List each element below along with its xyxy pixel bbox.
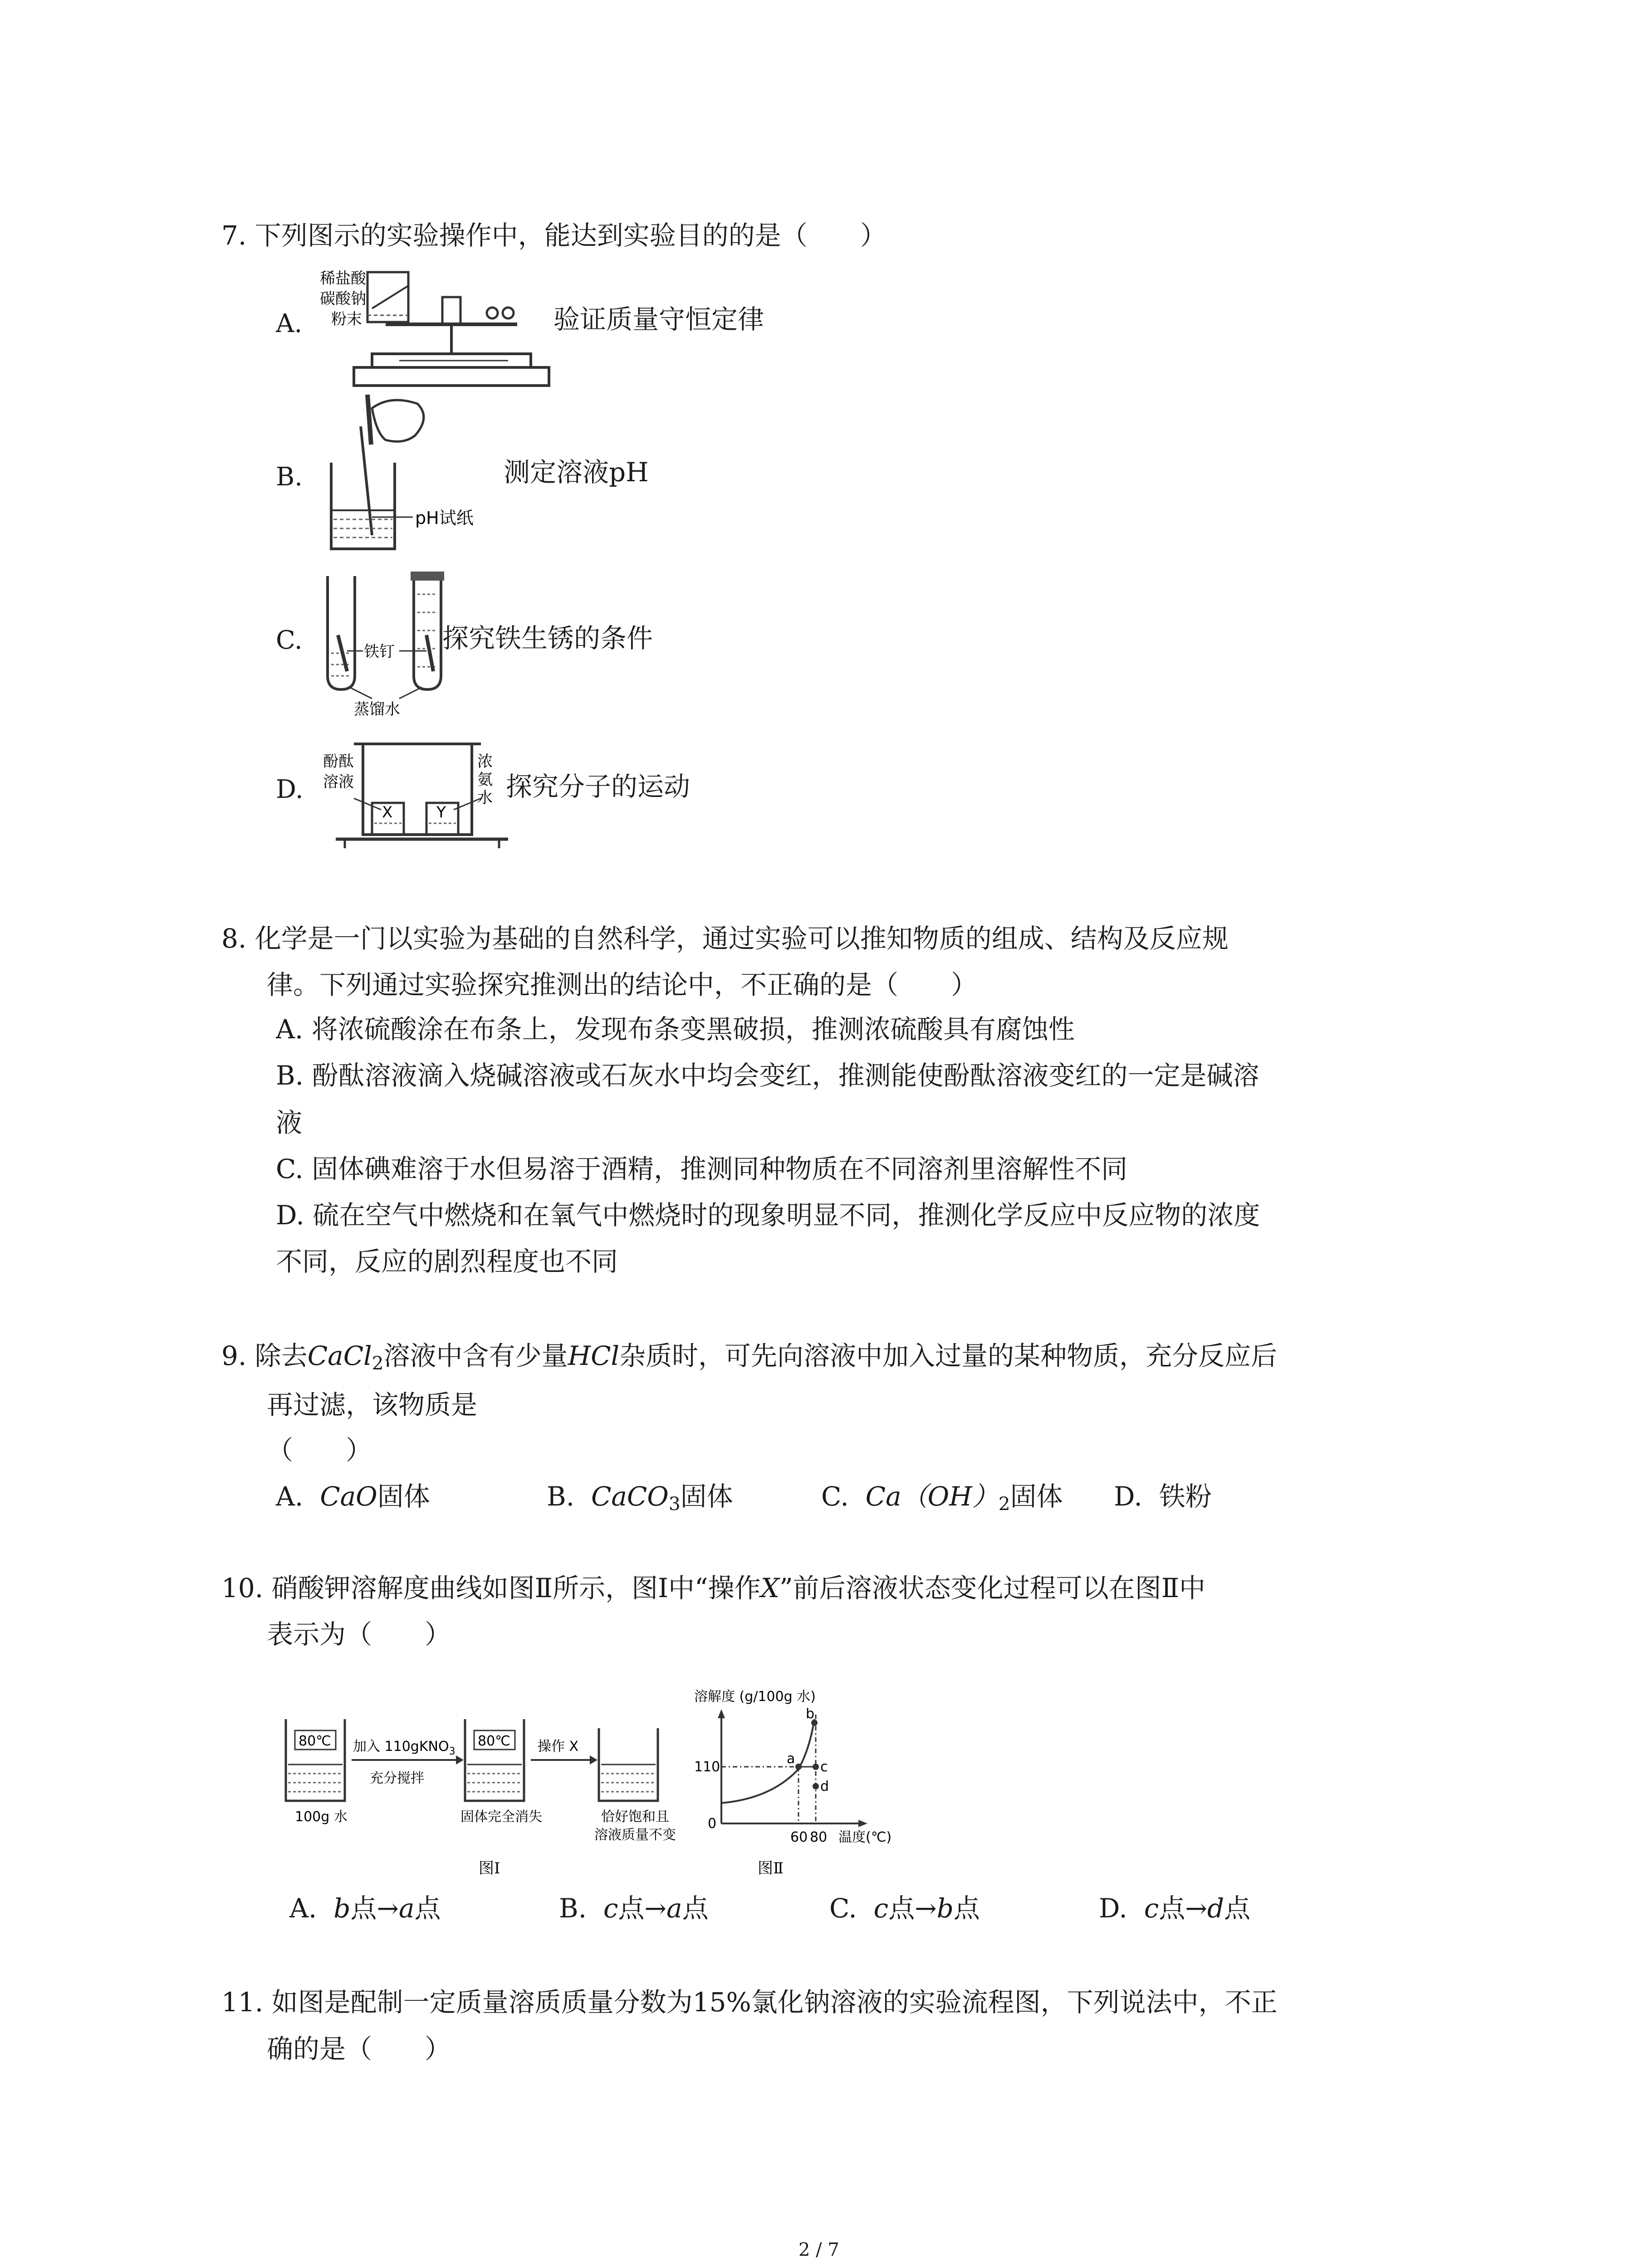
q10-option-d-arrow: 点→ — [1159, 1893, 1207, 1924]
fig2-ytick-110: 110 — [694, 1759, 720, 1775]
q8-option-b-line1: B. 酚酞溶液滴入烧碱溶液或石灰水中均会变红，推测能使酚酞溶液变红的一定是碱溶 — [276, 1060, 1259, 1091]
label-conc: 浓 — [477, 753, 493, 771]
q9-option-b — [547, 1483, 733, 1513]
q9-option-d-text: 铁粉 — [1159, 1481, 1212, 1512]
q9-option-c-formula-a: Ca — [865, 1481, 901, 1512]
fig2-xlabel: 温度(℃) — [838, 1829, 892, 1845]
label-beaker-y: Y — [436, 803, 446, 821]
q10-option-a-end: 点 — [414, 1893, 441, 1924]
point-d-label: d — [820, 1779, 829, 1794]
q10-option-c-p1: c — [873, 1893, 889, 1924]
q10-option-b-label: B. — [559, 1893, 587, 1924]
q9-option-d-label: D. — [1114, 1481, 1142, 1512]
arrow-2-top: 操作 X — [538, 1739, 579, 1755]
beaker-2-label: 固体完全消失 — [460, 1809, 542, 1825]
q9-option-a-suffix: 固体 — [377, 1481, 430, 1512]
figure-1-caption: 图Ⅰ — [479, 1859, 500, 1877]
q9-stem-post: 杂质时，可先向溶液中加入过量的某种物质，充分反应后 — [619, 1340, 1278, 1371]
q8-stem-line1: 8. 化学是一门以实验为基础的自然科学，通过实验可以推知物质的组成、结构及反应规 — [221, 923, 1229, 954]
q9-option-b-sub: 3 — [668, 1493, 681, 1515]
q10-option-d — [1099, 1893, 1250, 1924]
q8-option-c: C. 固体碘难溶于水但易溶于酒精，推测同种物质在不同溶剂里溶解性不同 — [276, 1154, 1128, 1184]
q10-stem-line1 — [221, 1575, 1205, 1601]
q9-option-a-label: A. — [276, 1481, 304, 1512]
q7-option-a-label: A. — [276, 309, 303, 338]
q10-option-c-arrow: 点→ — [888, 1893, 937, 1924]
q9-formula-cacl2: CaCl — [307, 1340, 372, 1371]
q10-stem-b: ”前后溶液状态变化过程可以在图Ⅱ中 — [779, 1573, 1206, 1603]
beaker-2-temp: 80℃ — [478, 1733, 510, 1749]
beaker-1-temp: 80℃ — [299, 1733, 331, 1749]
q10-option-d-end: 点 — [1224, 1893, 1250, 1924]
q9-stem-mid: 溶液中含有少量 — [383, 1340, 568, 1371]
q9-option-d — [1114, 1483, 1212, 1510]
beaker-1 — [286, 1719, 348, 1825]
q10-option-b-p1: c — [603, 1893, 618, 1924]
label-beaker-x: X — [382, 803, 393, 821]
label-water: 水 — [477, 789, 493, 807]
arrow-1-top: 加入 110gKNO$_3$ — [353, 1739, 456, 1757]
q10-option-a-label: A. — [289, 1893, 317, 1924]
q9-option-c — [821, 1483, 1063, 1513]
q10-option-c-p2: b — [936, 1893, 954, 1924]
q8-stem-line2: 律。下列通过实验探究推测出的结论中，不正确的是（ ） — [267, 969, 978, 1000]
label-solution: 溶液 — [323, 773, 354, 791]
beaker-1-label: 100g 水 — [295, 1809, 348, 1825]
q10-stem-x: X — [760, 1573, 779, 1603]
point-b-label: b — [806, 1706, 815, 1722]
label-phenolphthalein: 酚酞 — [323, 753, 354, 771]
q7-option-b-label: B. — [276, 462, 303, 492]
q7-option-c-label: C. — [276, 626, 303, 655]
fig2-xtick-80: 80 — [810, 1829, 828, 1845]
label-sodium-carbonate: 碳酸钠 — [320, 290, 366, 308]
point-c-label: c — [820, 1759, 828, 1775]
beaker-3-label-1: 恰好饱和且 — [601, 1809, 669, 1825]
q11-stem-line1: 11. 如图是配制一定质量溶质质量分数为15%氯化钠溶液的实验流程图，下列说法中，不正 — [221, 1987, 1278, 2018]
label-ammonia: 氨 — [477, 771, 493, 789]
q10-option-a-arrow: 点→ — [350, 1893, 399, 1924]
q9-option-c-label: C. — [821, 1481, 849, 1512]
arrow-1-bottom: 充分搅拌 — [370, 1770, 424, 1786]
q8-option-d-line2: 不同，反应的剧烈程度也不同 — [276, 1246, 618, 1277]
q7-option-c-text: 探究铁生锈的条件 — [442, 623, 653, 654]
q10-figure-2 — [694, 1687, 930, 1901]
q9-formula-hcl: HCl — [568, 1340, 620, 1371]
q10-option-c-label: C. — [829, 1893, 857, 1924]
fig2-origin: 0 — [708, 1816, 717, 1832]
q10-option-c-end: 点 — [953, 1893, 980, 1924]
q10-stem-a: 10. 硝酸钾溶解度曲线如图Ⅱ所示，图Ⅰ中“操作 — [221, 1573, 761, 1603]
q7-option-d-label: D. — [276, 775, 304, 804]
q9-option-a-formula: CaO — [320, 1481, 377, 1512]
q10-option-d-label: D. — [1099, 1893, 1127, 1924]
fig2-ylabel: 溶解度 (g/100g 水) — [694, 1689, 816, 1705]
label-distilled-water: 蒸馏水 — [354, 700, 400, 719]
q9-formula-cacl2-sub: 2 — [372, 1352, 384, 1374]
q10-option-a — [289, 1893, 441, 1924]
q7-ph-figure — [318, 390, 508, 558]
fig2-xtick-60: 60 — [790, 1829, 808, 1845]
q10-stem-line2: 表示为（ ） — [267, 1619, 451, 1650]
q9-option-c-suffix: 固体 — [1010, 1481, 1063, 1512]
q7-option-a-text: 验证质量守恒定律 — [554, 304, 764, 335]
q7-option-b-text: 测定溶液pH — [504, 457, 649, 488]
q8-option-b-line2: 液 — [276, 1107, 303, 1138]
figure-2-caption: 图Ⅱ — [758, 1859, 784, 1877]
q10-option-a-p1: b — [333, 1893, 351, 1924]
q10-option-b — [559, 1893, 709, 1924]
q11-stem-line2: 确的是（ ） — [267, 2033, 451, 2064]
label-ph-paper: pH试纸 — [415, 508, 474, 528]
q7-balance-figure — [318, 263, 554, 390]
q10-option-b-end: 点 — [682, 1893, 709, 1924]
label-dilute-hcl: 稀盐酸 — [320, 269, 366, 288]
q10-option-a-p2: a — [398, 1893, 415, 1924]
q9-option-b-formula: CaCO — [591, 1481, 669, 1512]
q9-stem-line3: （ ） — [267, 1435, 372, 1466]
q10-option-b-arrow: 点→ — [618, 1893, 667, 1924]
q9-option-c-sub: 2 — [998, 1493, 1010, 1515]
label-powder: 粉末 — [331, 310, 362, 328]
q9-option-b-label: B. — [547, 1481, 575, 1512]
label-iron-nail: 铁钉 — [364, 643, 395, 661]
point-a-label: a — [787, 1751, 795, 1767]
q9-stem-pre: 9. 除去 — [221, 1340, 308, 1371]
q9-stem-line2: 再过滤，该物质是 — [267, 1389, 478, 1420]
beaker-2 — [460, 1719, 542, 1825]
q10-option-c — [829, 1893, 980, 1924]
q9-option-c-formula-b: （OH） — [901, 1481, 999, 1512]
q7-stem: 7. 下列图示的实验操作中，能达到实验目的的是（ ） — [221, 220, 887, 251]
q7-molecule-figure — [318, 735, 526, 862]
page-number: 2 / 7 — [798, 2239, 839, 2260]
beaker-3 — [594, 1728, 676, 1843]
q9-stem-line1 — [221, 1340, 1278, 1374]
q10-option-d-p2: d — [1207, 1893, 1224, 1924]
q10-option-d-p1: c — [1144, 1893, 1159, 1924]
q9-option-b-suffix: 固体 — [680, 1481, 733, 1512]
q10-option-b-p2: a — [666, 1893, 682, 1924]
q8-option-a: A. 将浓硫酸涂在布条上，发现布条变黑破损，推测浓硫酸具有腐蚀性 — [276, 1014, 1075, 1045]
beaker-3-label-2: 溶液质量不变 — [594, 1827, 676, 1843]
q7-option-d-text: 探究分子的运动 — [506, 771, 691, 802]
q10-figure-1 — [277, 1710, 708, 1923]
q9-option-a — [276, 1483, 430, 1510]
q8-option-d-line1: D. 硫在空气中燃烧和在氧气中燃烧时的现象明显不同，推测化学反应中反应物的浓度 — [276, 1200, 1260, 1231]
